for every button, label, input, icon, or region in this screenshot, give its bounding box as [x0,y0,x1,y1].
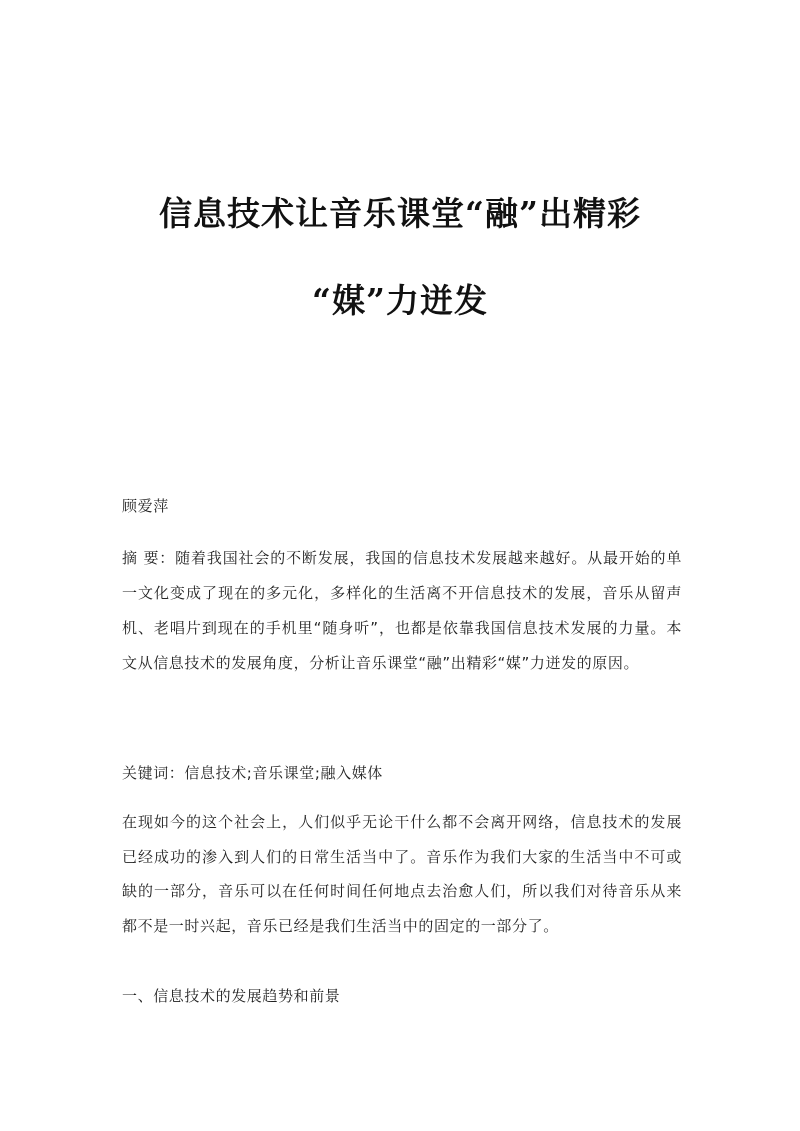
section-heading: 一、信息技术的发展趋势和前景 [122,987,341,1005]
abstract-paragraph: 摘 要：随着我国社会的不断发展，我国的信息技术发展越来越好。从最开始的单一文化变成了现在的多元化，多样化的生活离不开信息技术的发展，音乐从留声机、老唱片到现在的手机里“随身听”，也都是依靠我国信息技术发展的力量。本文从信息技术的发展角度，分析让音乐课堂“融”出精彩“媒”力迸发的原因。 [122,549,682,672]
keywords-line: 关键词：信息技术;音乐课堂;融入媒体 [122,764,383,782]
title-line-2: “媒”力迸发 [312,281,488,320]
author-name: 顾爱萍 [122,497,169,515]
body-paragraph: 在现如今的这个社会上，人们似乎无论干什么都不会离开网络，信息技术的发展已经成功的渗入到人们的日常生活当中了。音乐作为我们大家的生活当中不可或缺的一部分，音乐可以在任何时间任何地点去治愈人们，所以我们对待音乐从来都不是一时兴起，音乐已经是我们生活当中的固定的一部分了。 [122,813,682,935]
title-line-1: 信息技术让音乐课堂“融”出精彩 [159,194,641,233]
